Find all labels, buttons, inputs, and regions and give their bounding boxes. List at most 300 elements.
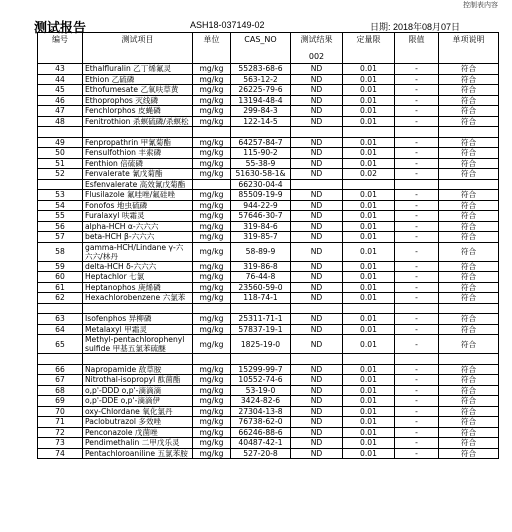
limit-value: -	[395, 375, 439, 386]
table-row	[38, 272, 499, 283]
row-number: 57	[38, 232, 83, 243]
table-row	[38, 190, 499, 201]
cas-number: 76-44-8	[231, 272, 291, 283]
cas-number: 563-12-2	[231, 74, 291, 85]
quantitation-limit: 0.01	[343, 190, 395, 201]
table-row	[38, 211, 499, 222]
cas-number: 51630-58-1&	[231, 169, 291, 180]
test-item: Heptachlor 七氯	[83, 272, 193, 283]
report-header	[0, 17, 512, 36]
spacer-cell	[343, 354, 395, 365]
col-header-limit: 限值	[395, 33, 439, 51]
limit-value: -	[395, 406, 439, 417]
row-number: 59	[38, 261, 83, 272]
table-row	[38, 364, 499, 375]
unit: mg/kg	[193, 438, 231, 449]
cas-number: 23560-59-0	[231, 282, 291, 293]
row-number: 68	[38, 385, 83, 396]
table-row	[38, 293, 499, 304]
table-row	[38, 85, 499, 96]
test-item: beta-HCH β-六六六	[83, 232, 193, 243]
table-row	[38, 95, 499, 106]
test-result: ND	[291, 385, 343, 396]
quantitation-limit: 0.01	[343, 148, 395, 159]
test-result: ND	[291, 261, 343, 272]
table-row	[38, 74, 499, 85]
test-result: ND	[291, 169, 343, 180]
row-number: 55	[38, 211, 83, 222]
quantitation-limit: 0.01	[343, 116, 395, 127]
test-item: Esfenvalerate 高效氰戊菊酯	[83, 179, 193, 190]
limit-value	[395, 179, 439, 190]
test-item: Nitrothal-isopropyl 酞菌酯	[83, 375, 193, 386]
spacer-cell	[83, 354, 193, 365]
col-header-loq: 定量限	[343, 33, 395, 51]
test-result: ND	[291, 116, 343, 127]
quantitation-limit: 0.01	[343, 324, 395, 335]
row-number: 60	[38, 272, 83, 283]
item-conclusion: 符合	[439, 116, 499, 127]
table-row	[38, 261, 499, 272]
spacer-cell	[343, 303, 395, 314]
table-row	[38, 64, 499, 75]
cas-number: 527-20-8	[231, 448, 291, 459]
spacer-cell	[395, 127, 439, 138]
test-item: Ethalfluralin 乙丁烯氟灵	[83, 64, 193, 75]
cas-number: 57646-30-7	[231, 211, 291, 222]
unit: mg/kg	[193, 221, 231, 232]
unit: mg/kg	[193, 116, 231, 127]
quantitation-limit: 0.01	[343, 64, 395, 75]
test-item: alpha-HCH α-六六六	[83, 221, 193, 232]
quantitation-limit: 0.01	[343, 95, 395, 106]
table-row	[38, 179, 499, 190]
item-conclusion: 符合	[439, 232, 499, 243]
item-conclusion: 符合	[439, 282, 499, 293]
test-result	[291, 179, 343, 190]
table-row	[38, 314, 499, 325]
cas-number: 66230-04-4	[231, 179, 291, 190]
spacer-cell	[395, 303, 439, 314]
limit-value: -	[395, 335, 439, 354]
test-item: gamma-HCH/Lindane γ-六六六/林丹	[83, 242, 193, 261]
spacer-cell	[231, 354, 291, 365]
table-row	[38, 448, 499, 459]
limit-value: -	[395, 95, 439, 106]
cas-number: 40487-42-1	[231, 438, 291, 449]
cas-number: 85509-19-9	[231, 190, 291, 201]
cas-number: 319-85-7	[231, 232, 291, 243]
item-conclusion: 符合	[439, 335, 499, 354]
quantitation-limit: 0.01	[343, 396, 395, 407]
unit: mg/kg	[193, 335, 231, 354]
table-row	[38, 375, 499, 386]
limit-value: -	[395, 324, 439, 335]
row-number: 48	[38, 116, 83, 127]
test-result: ND	[291, 427, 343, 438]
unit: mg/kg	[193, 385, 231, 396]
cas-number: 53-19-0	[231, 385, 291, 396]
test-result: ND	[291, 324, 343, 335]
cas-number: 944-22-9	[231, 200, 291, 211]
col-sub-blank	[83, 50, 193, 64]
limit-value: -	[395, 396, 439, 407]
spacer-cell	[439, 354, 499, 365]
unit: mg/kg	[193, 293, 231, 304]
test-item: Isofenphos 异柳磷	[83, 314, 193, 325]
quantitation-limit: 0.01	[343, 438, 395, 449]
item-conclusion: 符合	[439, 272, 499, 283]
item-conclusion: 符合	[439, 200, 499, 211]
row-number: 53	[38, 190, 83, 201]
item-conclusion: 符合	[439, 137, 499, 148]
limit-value: -	[395, 137, 439, 148]
limit-value: -	[395, 64, 439, 75]
cas-number: 115-90-2	[231, 148, 291, 159]
quantitation-limit: 0.01	[343, 314, 395, 325]
table-row	[38, 200, 499, 211]
item-conclusion: 符合	[439, 190, 499, 201]
table-row	[38, 232, 499, 243]
report-title: 测试报告	[34, 21, 87, 36]
col-sub-blank	[395, 50, 439, 64]
col-header-item: 测试项目	[83, 33, 193, 51]
test-result: ND	[291, 137, 343, 148]
table-row	[38, 169, 499, 180]
limit-value: -	[395, 385, 439, 396]
quantitation-limit: 0.01	[343, 335, 395, 354]
row-number: 56	[38, 221, 83, 232]
unit: mg/kg	[193, 190, 231, 201]
quantitation-limit: 0.01	[343, 272, 395, 283]
limit-value: -	[395, 190, 439, 201]
limit-value: -	[395, 74, 439, 85]
row-number: 49	[38, 137, 83, 148]
limit-value: -	[395, 427, 439, 438]
limit-value: -	[395, 148, 439, 159]
spacer-cell	[38, 303, 83, 314]
test-item: Fenpropathrin 甲氰菊酯	[83, 137, 193, 148]
cas-number: 57837-19-1	[231, 324, 291, 335]
spacer-cell	[395, 354, 439, 365]
row-number: 72	[38, 427, 83, 438]
limit-value: -	[395, 211, 439, 222]
row-number: 46	[38, 95, 83, 106]
item-conclusion: 符合	[439, 148, 499, 159]
spacer-cell	[83, 303, 193, 314]
quantitation-limit: 0.01	[343, 158, 395, 169]
test-item: Fenthion 倍硫磷	[83, 158, 193, 169]
quantitation-limit	[343, 179, 395, 190]
row-number: 71	[38, 417, 83, 428]
quantitation-limit: 0.01	[343, 85, 395, 96]
limit-value: -	[395, 272, 439, 283]
quantitation-limit: 0.01	[343, 448, 395, 459]
row-number: 58	[38, 242, 83, 261]
unit: mg/kg	[193, 242, 231, 261]
quantitation-limit: 0.01	[343, 417, 395, 428]
test-item: Ethofumesate 乙氧呋草黄	[83, 85, 193, 96]
test-result: ND	[291, 406, 343, 417]
test-result: ND	[291, 293, 343, 304]
test-item: Ethion 乙硫磷	[83, 74, 193, 85]
row-number: 45	[38, 85, 83, 96]
spacer-cell	[439, 303, 499, 314]
quantitation-limit: 0.01	[343, 106, 395, 117]
quantitation-limit: 0.01	[343, 375, 395, 386]
row-number: 52	[38, 169, 83, 180]
test-result: ND	[291, 74, 343, 85]
cas-number: 25311-71-1	[231, 314, 291, 325]
table-row	[38, 324, 499, 335]
test-result: ND	[291, 158, 343, 169]
unit: mg/kg	[193, 427, 231, 438]
item-conclusion: 符合	[439, 158, 499, 169]
test-result: ND	[291, 417, 343, 428]
cas-number: 122-14-5	[231, 116, 291, 127]
table-row	[38, 116, 499, 127]
unit: mg/kg	[193, 200, 231, 211]
unit: mg/kg	[193, 85, 231, 96]
test-item: Penconazole 戊菌唑	[83, 427, 193, 438]
test-item: Furalaxyl 呋霜灵	[83, 211, 193, 222]
row-number: 44	[38, 74, 83, 85]
item-conclusion: 符合	[439, 74, 499, 85]
test-item: Ethoprophos 灭线磷	[83, 95, 193, 106]
spacer-cell	[193, 354, 231, 365]
test-result: ND	[291, 95, 343, 106]
test-item: Pendimethalin 二甲戊乐灵	[83, 438, 193, 449]
item-conclusion: 符合	[439, 106, 499, 117]
row-number: 50	[38, 148, 83, 159]
cas-number: 66246-88-6	[231, 427, 291, 438]
unit: mg/kg	[193, 137, 231, 148]
results-table	[37, 32, 499, 459]
unit: mg/kg	[193, 95, 231, 106]
table-row	[38, 137, 499, 148]
spacer-cell	[193, 303, 231, 314]
test-result: ND	[291, 148, 343, 159]
item-conclusion: 符合	[439, 364, 499, 375]
item-conclusion: 符合	[439, 211, 499, 222]
unit: mg/kg	[193, 375, 231, 386]
unit: mg/kg	[193, 232, 231, 243]
limit-value: -	[395, 242, 439, 261]
item-conclusion: 符合	[439, 169, 499, 180]
limit-value: -	[395, 314, 439, 325]
table-row	[38, 438, 499, 449]
test-item: Hexachlorobenzene 六氯苯	[83, 293, 193, 304]
unit: mg/kg	[193, 169, 231, 180]
row-number: 70	[38, 406, 83, 417]
cas-number: 13194-48-4	[231, 95, 291, 106]
test-item: Fenvalerate 氰戊菊酯	[83, 169, 193, 180]
cas-number: 76738-62-0	[231, 417, 291, 428]
limit-value: -	[395, 106, 439, 117]
test-result: ND	[291, 396, 343, 407]
col-header-note: 单项说明	[439, 33, 499, 51]
spacer-cell	[231, 127, 291, 138]
unit: mg/kg	[193, 396, 231, 407]
spacer-cell	[343, 127, 395, 138]
cas-number: 3424-82-6	[231, 396, 291, 407]
col-header-no: 编号	[38, 33, 83, 51]
table-row	[38, 106, 499, 117]
item-conclusion: 符合	[439, 314, 499, 325]
col-header-result: 测试结果	[291, 33, 343, 51]
test-item: o,p'-DDD o,p'-滴滴滴	[83, 385, 193, 396]
cas-number: 118-74-1	[231, 293, 291, 304]
table-row	[38, 417, 499, 428]
report-number: ASH18-037149-02	[190, 20, 265, 30]
item-conclusion: 符合	[439, 438, 499, 449]
limit-value: -	[395, 116, 439, 127]
item-conclusion: 符合	[439, 324, 499, 335]
row-number: 66	[38, 364, 83, 375]
limit-value: -	[395, 232, 439, 243]
cas-number: 299-84-3	[231, 106, 291, 117]
col-sub-blank	[439, 50, 499, 64]
row-number: 51	[38, 158, 83, 169]
col-sub-blank	[231, 50, 291, 64]
test-result: ND	[291, 282, 343, 293]
table-row	[38, 242, 499, 261]
row-number: 54	[38, 200, 83, 211]
test-result: ND	[291, 364, 343, 375]
item-conclusion: 符合	[439, 293, 499, 304]
cas-number: 58-89-9	[231, 242, 291, 261]
spacer-cell	[439, 127, 499, 138]
quantitation-limit: 0.01	[343, 261, 395, 272]
quantitation-limit: 0.01	[343, 137, 395, 148]
table-row	[38, 396, 499, 407]
cas-number: 1825-19-0	[231, 335, 291, 354]
table-row	[38, 148, 499, 159]
unit: mg/kg	[193, 314, 231, 325]
test-result: ND	[291, 221, 343, 232]
limit-value: -	[395, 282, 439, 293]
row-number: 73	[38, 438, 83, 449]
item-conclusion: 符合	[439, 261, 499, 272]
test-result: ND	[291, 335, 343, 354]
top-note: 控制表内容	[463, 1, 498, 9]
test-item: Fonofos 地虫硫磷	[83, 200, 193, 211]
limit-value: -	[395, 85, 439, 96]
table-row	[38, 335, 499, 354]
row-number	[38, 179, 83, 190]
table-row	[38, 158, 499, 169]
row-number: 69	[38, 396, 83, 407]
item-conclusion: 符合	[439, 375, 499, 386]
test-item: Metalaxyl 甲霜灵	[83, 324, 193, 335]
quantitation-limit: 0.01	[343, 242, 395, 261]
unit: mg/kg	[193, 364, 231, 375]
unit: mg/kg	[193, 406, 231, 417]
table-row	[38, 427, 499, 438]
spacer-cell	[193, 127, 231, 138]
limit-value: -	[395, 364, 439, 375]
unit: mg/kg	[193, 324, 231, 335]
item-conclusion: 符合	[439, 448, 499, 459]
unit: mg/kg	[193, 211, 231, 222]
row-number: 47	[38, 106, 83, 117]
test-result: ND	[291, 232, 343, 243]
item-conclusion: 符合	[439, 221, 499, 232]
quantitation-limit: 0.01	[343, 364, 395, 375]
test-result: ND	[291, 242, 343, 261]
cas-number: 10552-74-6	[231, 375, 291, 386]
limit-value: -	[395, 261, 439, 272]
item-conclusion: 符合	[439, 85, 499, 96]
item-conclusion: 符合	[439, 406, 499, 417]
limit-value: -	[395, 448, 439, 459]
table-row	[38, 406, 499, 417]
report-date: 日期: 2018年08月07日	[370, 22, 461, 32]
cas-number: 319-84-6	[231, 221, 291, 232]
test-result: ND	[291, 375, 343, 386]
quantitation-limit: 0.01	[343, 385, 395, 396]
row-number: 62	[38, 293, 83, 304]
table-row	[38, 303, 499, 314]
test-item: Napropamide 敌草胺	[83, 364, 193, 375]
test-result: ND	[291, 438, 343, 449]
col-header-cas: CAS_NO	[231, 33, 291, 51]
test-item: Fenitrothion 杀螟硫磷/杀螟松	[83, 116, 193, 127]
unit: mg/kg	[193, 106, 231, 117]
cas-number: 15299-99-7	[231, 364, 291, 375]
item-conclusion	[439, 179, 499, 190]
spacer-cell	[291, 354, 343, 365]
row-number: 74	[38, 448, 83, 459]
quantitation-limit: 0.01	[343, 282, 395, 293]
test-item: oxy-Chlordane 氧化氯丹	[83, 406, 193, 417]
row-number: 64	[38, 324, 83, 335]
test-item: delta-HCH δ-六六六	[83, 261, 193, 272]
spacer-cell	[291, 127, 343, 138]
quantitation-limit: 0.01	[343, 74, 395, 85]
quantitation-limit: 0.01	[343, 232, 395, 243]
quantitation-limit: 0.01	[343, 221, 395, 232]
limit-value: -	[395, 221, 439, 232]
limit-value: -	[395, 417, 439, 428]
unit: mg/kg	[193, 158, 231, 169]
table-row	[38, 127, 499, 138]
limit-value: -	[395, 293, 439, 304]
limit-value: -	[395, 438, 439, 449]
test-item: Methyl-pentachlorophenyl sulfide 甲基五氯苯硫醚	[83, 335, 193, 354]
spacer-cell	[38, 127, 83, 138]
test-result: ND	[291, 85, 343, 96]
cas-number: 55283-68-6	[231, 64, 291, 75]
unit: mg/kg	[193, 417, 231, 428]
quantitation-limit: 0.01	[343, 211, 395, 222]
test-result: ND	[291, 190, 343, 201]
cas-number: 64257-84-7	[231, 137, 291, 148]
test-result: ND	[291, 448, 343, 459]
table-row	[38, 385, 499, 396]
test-result: ND	[291, 211, 343, 222]
spacer-cell	[38, 354, 83, 365]
limit-value: -	[395, 158, 439, 169]
col-sub-blank	[38, 50, 83, 64]
test-item: Fenchlorphos 皮蝇磷	[83, 106, 193, 117]
unit: mg/kg	[193, 448, 231, 459]
item-conclusion: 符合	[439, 95, 499, 106]
results-body	[38, 64, 499, 459]
spacer-cell	[291, 303, 343, 314]
row-number: 67	[38, 375, 83, 386]
test-item: o,p'-DDE o,p'-滴滴伊	[83, 396, 193, 407]
